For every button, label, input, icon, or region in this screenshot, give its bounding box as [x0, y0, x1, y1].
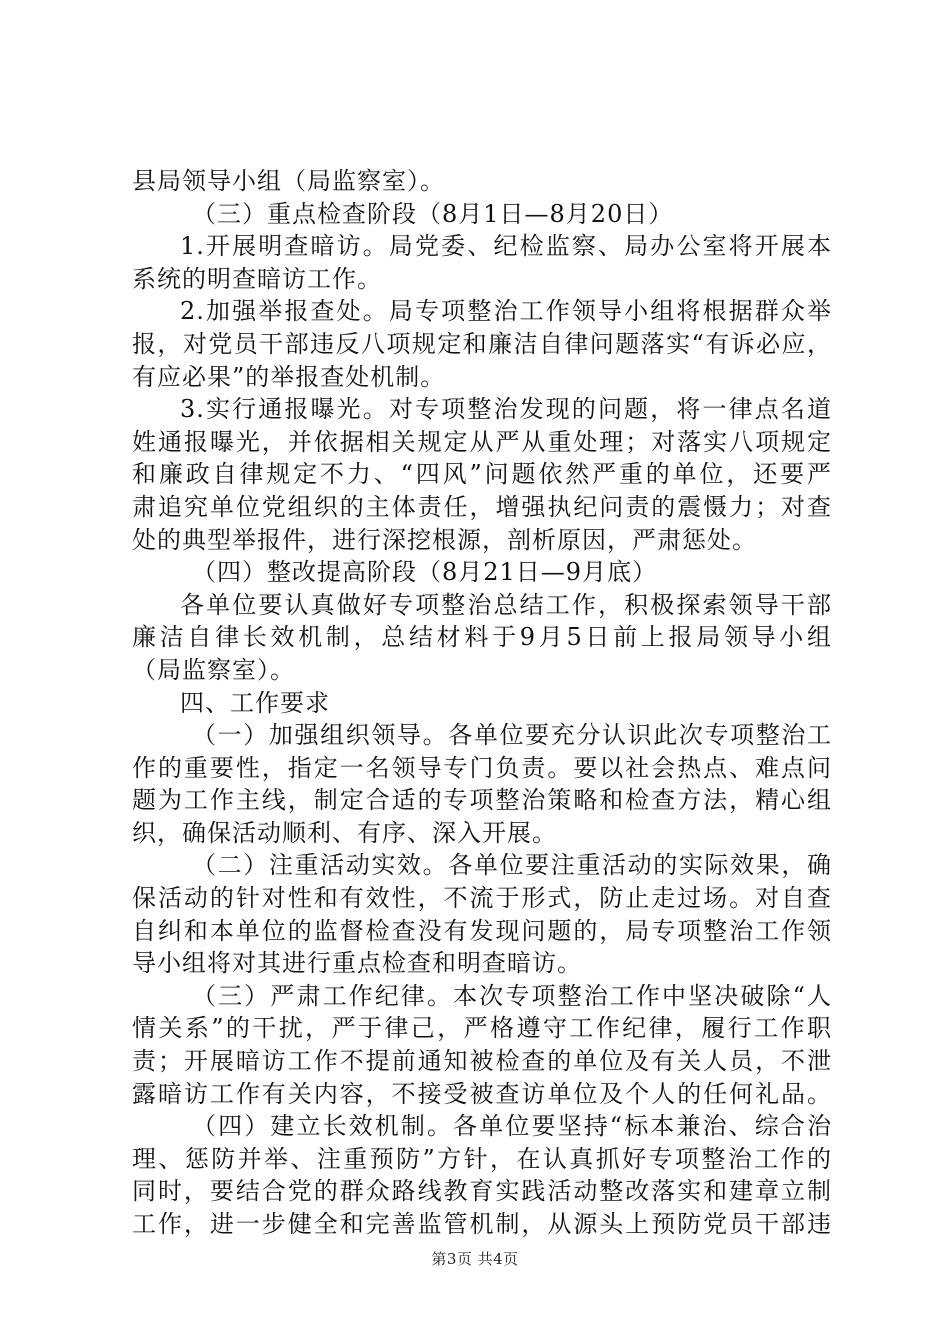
- text-line: 有应必果”的举报查处机制。: [132, 362, 446, 391]
- text-line: 县局领导小组（局监察室）。: [132, 167, 445, 195]
- text-line: 作的重要性，指定一名领导专门负责。要以社会热点、难点问: [132, 753, 832, 782]
- text-line: （二）注重活动实效。各单位要注重活动的实际效果，确: [192, 851, 832, 880]
- text-line: 自纠和本单位的监督检查没有发现问题的，局专项整治工作领: [132, 916, 832, 945]
- text-line: 情关系”的干扰，严于律己，严格遵守工作纪律，履行工作职: [132, 1014, 832, 1043]
- text-line: 3.实行通报曝光。对专项整治发现的问题，将一律点名道: [180, 395, 832, 424]
- text-line: 2.加强举报查处。局专项整治工作领导小组将根据群众举: [180, 297, 832, 326]
- text-line: 系统的明查暗访工作。: [132, 264, 382, 293]
- text-line: 保活动的针对性和有效性，不流于形式，防止走过场。对自查: [132, 884, 832, 913]
- section-heading: （三）重点检查阶段（8月1日—8月20日）: [192, 199, 674, 228]
- text-line: 题为工作主线，制定合适的专项整治策略和检查方法，精心组: [132, 786, 832, 815]
- text-line: 报，对党员干部违反八项规定和廉洁自律问题落实“有诉必应，: [132, 329, 832, 358]
- text-line: 露暗访工作有关内容，不接受被查访单位及个人的任何礼品。: [132, 1079, 832, 1108]
- section-heading: 四、工作要求: [180, 688, 330, 717]
- section-heading: （四）整改提高阶段（8月21日—9月底）: [192, 558, 658, 587]
- text-line: 工作，进一步健全和完善监管机制，从源头上预防党员干部违: [132, 1210, 832, 1238]
- text-line: （一）加强组织领导。各单位要充分认识此次专项整治工: [192, 721, 832, 750]
- text-line: 责；开展暗访工作不提前通知被检查的单位及有关人员，不泄: [132, 1047, 832, 1076]
- text-line: 织，确保活动顺利、有序、深入开展。: [132, 818, 557, 847]
- document-body: [132, 165, 832, 1241]
- text-line: 处的典型举报件，进行深挖根源，剖析原因，严肃惩处。: [132, 525, 757, 554]
- text-line: （三）严肃工作纪律。本次专项整治工作中坚决破除“人: [192, 981, 832, 1010]
- text-line: 导小组将对其进行重点检查和明查暗访。: [132, 949, 582, 978]
- text-line: 肃追究单位党组织的主体责任，增强执纪问责的震慑力；对查: [132, 492, 832, 521]
- text-line: 廉洁自律长效机制，总结材料于9月5日前上报局领导小组: [132, 623, 832, 652]
- text-line: （局监察室）。: [132, 655, 295, 684]
- page-number: 第3页 共4页: [431, 1250, 519, 1268]
- text-line: 姓通报曝光，并依据相关规定从严从重处理；对落实八项规定: [132, 427, 832, 456]
- text-line: 同时，要结合党的群众路线教育实践活动整改落实和建章立制: [132, 1177, 832, 1206]
- text-line: 各单位要认真做好专项整治总结工作，积极探索领导干部: [180, 590, 832, 619]
- text-line: 和廉政自律规定不力、“四风”问题依然严重的单位，还要严: [132, 460, 832, 489]
- text-line: 1.开展明查暗访。局党委、纪检监察、局办公室将开展本: [180, 232, 832, 261]
- text-line: 理、惩防并举、注重预防”方针，在认真抓好专项整治工作的: [132, 1144, 832, 1173]
- text-line: （四）建立长效机制。各单位要坚持“标本兼治、综合治: [192, 1112, 832, 1141]
